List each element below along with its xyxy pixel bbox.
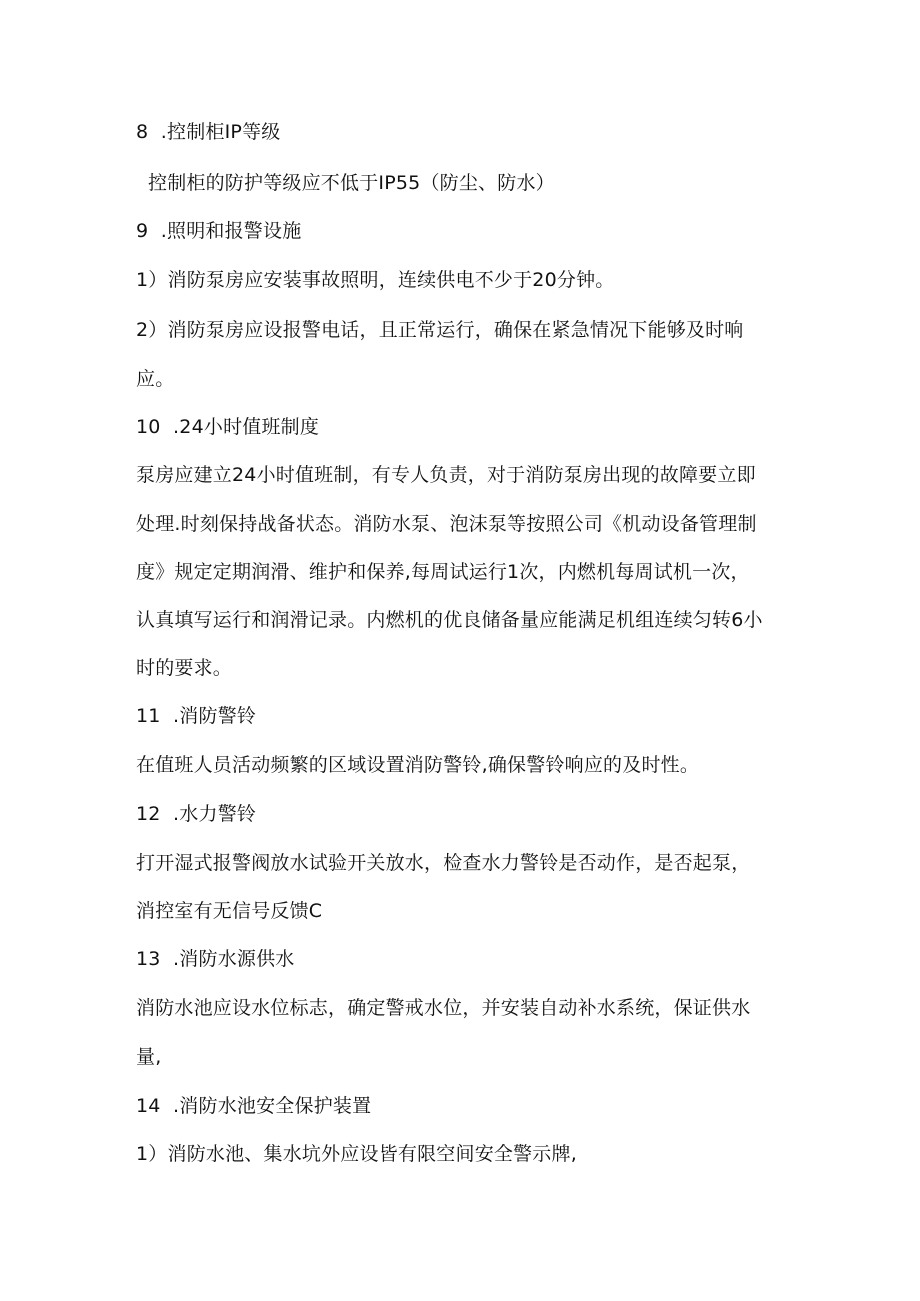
paragraph-line: 量, (136, 1046, 162, 1068)
section-heading-9: 9 .照明和报警设施 (136, 220, 302, 242)
paragraph-line: 应。 (136, 368, 175, 390)
paragraph-line: 处理.时刻保持战备状态。消防水泵、泡沫泵等按照公司《机动设备管理制 (136, 513, 757, 535)
paragraph-line: 时的要求。 (136, 657, 233, 679)
paragraph-line: 度》规定定期润滑、维护和保养,每周试运行1次，内燃机每周试机一次， (136, 561, 750, 583)
paragraph-line: 泵房应建立24小时值班制，有专人负责，对于消防泵房出现的故障要立即 (136, 464, 756, 486)
paragraph-line: 在值班人员活动频繁的区域设置消防警铃,确保警铃响应的及时性。 (136, 754, 700, 776)
section-heading-8: 8 .控制柜IP等级 (136, 121, 281, 143)
section-heading-11: 11 .消防警铃 (136, 705, 257, 727)
paragraph-line: 1）消防泵房应安装事故照明，连续供电不少于20分钟。 (136, 269, 615, 291)
paragraph-line: 认真填写运行和润滑记录。内燃机的优良储备量应能满足机组连续匀转6小 (136, 609, 763, 631)
paragraph-line: 控制柜的防护等级应不低于IP55（防尘、防水） (148, 172, 555, 194)
paragraph-line: 1）消防水池、集水坑外应设皆有限空间安全警示牌, (136, 1143, 577, 1165)
section-heading-10: 10 .24小时值班制度 (136, 416, 320, 438)
section-heading-13: 13 .消防水源供水 (136, 948, 295, 970)
paragraph-line: 消防水池应设水位标志，确定警戒水位，并安装自动补水系统，保证供水 (136, 997, 751, 1019)
section-heading-14: 14 .消防水池安全保护装置 (136, 1095, 372, 1117)
paragraph-line: 2）消防泵房应设报警电话，且正常运行，确保在紧急情况下能够及时响 (136, 319, 744, 341)
section-heading-12: 12 .水力警铃 (136, 803, 257, 825)
paragraph-line: 消控室有无信号反馈C (136, 900, 323, 922)
paragraph-line: 打开湿式报警阀放水试验开关放水，检查水力警铃是否动作，是否起泵， (136, 852, 751, 874)
